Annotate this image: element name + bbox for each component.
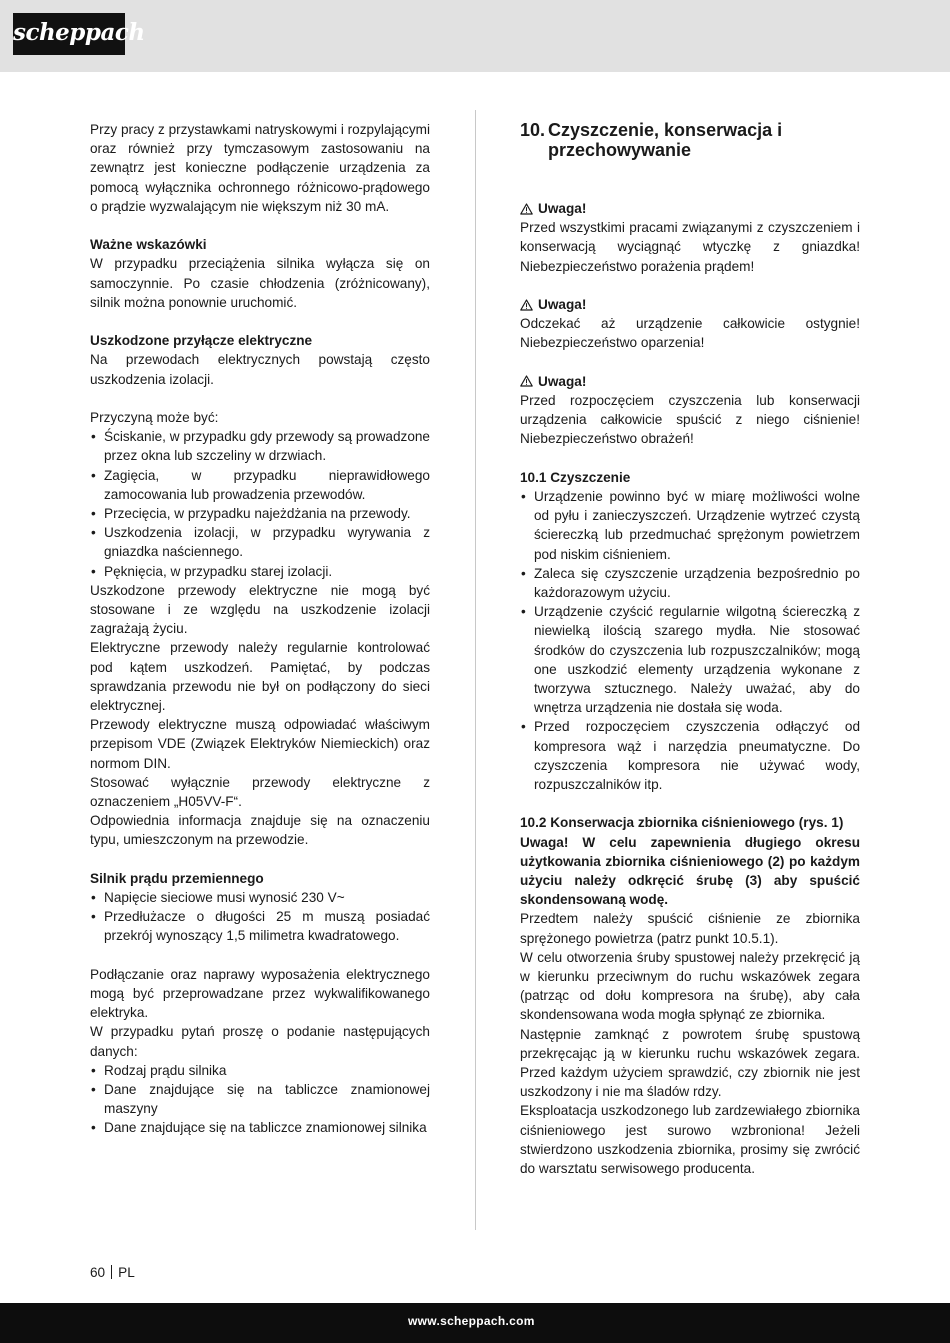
warning-label: Uwaga!	[538, 201, 587, 216]
tank-heading: 10.2 Konserwacja zbiornika ciśnieniowego (rys. 1)	[520, 815, 844, 831]
list-item: • Zagięcia, w przypadku nieprawidłowego zamocowania lub prowadzenia przewodów.	[90, 466, 430, 504]
warning-label: Uwaga!	[538, 373, 587, 389]
questions-paragraph: W przypadku pytań proszę o podanie następujących danych:	[90, 1024, 430, 1059]
list-item: • Przed rozpoczęciem czyszczenia odłączyć od kompresora wąż i narzędzia pneumatyczne. Do czyszczenia kompresora nie używać wody, rozpuszczalników itp.	[520, 717, 860, 794]
tank-warning: Uwaga! W celu zapewnienia długiego okresu użytkowania zbiornika ciśnieniowego (2) po każdym użyciu należy odkręcić śrubę (3) aby spuścić skondensowaną wodę.	[520, 834, 860, 908]
warning-text: Odczekać aż urządzenie całkowicie ostygnie! Niebezpieczeństwo oparzenia!	[520, 316, 860, 351]
list-item: • Dane znajdujące się na tabliczce znamionowej maszyny	[90, 1080, 430, 1118]
damaged-paragraph: Na przewodach elektrycznych powstają często uszkodzenia izolacji.	[90, 352, 430, 387]
causes-list	[90, 427, 430, 581]
page-number-separator	[111, 1265, 112, 1279]
tank-paragraph: Następnie zamknąć z powrotem śrubę spustową przekręcając ją w kierunku ruchu wskazówek zegara. Przed każdym użyciem sprawdzić, czy zbiornik nie jest uszkodzony i nie ma śladów rdzy.	[520, 1026, 860, 1100]
footer-url: www.scheppach.com	[408, 1314, 535, 1328]
page-number	[90, 1265, 135, 1280]
warning-heading	[520, 372, 860, 391]
tank-paragraph: W celu otworzenia śruby spustowej należy przekręcić ją w kierunku przeciwnym do ruchu wskazówek zegara (patrząc od dołu kompresora na śrubę), aby cała skondensowana woda mogła spłynąć ze zbiornika.	[520, 949, 860, 1023]
ac-motor-list	[90, 888, 430, 946]
ac-motor-heading: Silnik prądu przemiennego	[90, 870, 264, 886]
list-item: • Urządzenie czyścić regularnie wilgotną ściereczką z niewielką ilością szarego mydła. Nie stosować środków do czyszczenia lub rozpuszczalników; mogą one uszkodzić elementy urządzenia wykonane z tworzywa sztucznego. Należy uważać, aby do wnętrza urządzenia nie dostała się woda.	[520, 602, 860, 717]
connect-paragraph: Podłączanie oraz naprawy wyposażenia elektrycznego mogą być przeprowadzane przez wykwalifikowanego elektryka.	[90, 966, 430, 1021]
section-title: Czyszczenie, konserwacja i przechowywanie	[548, 120, 783, 160]
causes-intro: Przyczyną może być:	[90, 410, 219, 425]
body-paragraph: Odpowiednia informacja znajduje się na oznaczeniu typu, umieszczonym na przewodzie.	[90, 813, 430, 848]
cleaning-list	[520, 487, 860, 794]
warning-heading	[520, 295, 860, 314]
right-column	[520, 120, 860, 1178]
body-paragraph: Uszkodzone przewody elektryczne nie mogą być stosowane i ze względu na uszkodzenie izolacji zagrażają życiu.	[90, 582, 430, 637]
list-item: • Urządzenie powinno być w miarę możliwości wolne od pyłu i zanieczyszczeń. Urządzenie wytrzeć czystą ściereczką lub przedmuchać sprężonym powietrzem pod niskim ciśnieniem.	[520, 487, 860, 564]
scheppach-logo: scheppach	[13, 13, 125, 55]
warning-heading	[520, 199, 860, 218]
body-paragraph: Przewody elektryczne muszą odpowiadać właściwym przepisom VDE (Związek Elektryków Niemieckich) oraz normom DIN.	[90, 717, 430, 771]
section-heading	[520, 120, 860, 160]
cleaning-heading: 10.1 Czyszczenie	[520, 469, 631, 485]
tank-paragraph: Eksploatacja uszkodzonego lub zardzewiałego zbiornika ciśnieniowego jest surowo wzbroniona! Jeżeli stwierdzono uszkodzenia zbiornika, prosimy się zwrócić do warsztatu serwisowego producenta.	[520, 1103, 860, 1177]
tank-paragraph: Przedtem należy spuścić ciśnienie ze zbiornika sprężonego powietrza (patrz punkt 10.5.1).	[520, 911, 860, 946]
warning-triangle-icon	[520, 375, 533, 387]
list-item: • Przecięcia, w przypadku najeżdżania na przewody.	[90, 504, 430, 523]
list-item: • Przedłużacze o długości 25 m muszą posiadać przekrój wynoszący 1,5 milimetra kwadratowego.	[90, 907, 430, 945]
warning-text: Przed wszystkimi pracami związanymi z czyszczeniem i konserwacją wyciągnąć wtyczkę z gniazdka! Niebezpieczeństwo porażenia prądem!	[520, 220, 860, 274]
warning-text: Przed rozpoczęciem czyszczenia lub konserwacji urządzenia całkowicie spuścić z niego ciśnienie! Niebezpieczeństwo obrażeń!	[520, 393, 860, 447]
left-column	[90, 120, 430, 1138]
list-item: • Dane znajdujące się na tabliczce znamionowej silnika	[90, 1118, 430, 1137]
body-paragraph: Elektryczne przewody należy regularnie kontrolować pod kątem uszkodzeń. Pamiętać, by podczas sprawdzania przewodu nie był on podłączony do sieci elektrycznej.	[90, 640, 430, 714]
body-paragraph: Stosować wyłącznie przewody elektryczne z oznaczeniem „H05VV-F“.	[90, 774, 430, 810]
page-number-value: 60	[90, 1265, 106, 1280]
list-item: • Uszkodzenia izolacji, w przypadku wyrywania z gniazdka naściennego.	[90, 523, 430, 561]
language-code: PL	[118, 1265, 135, 1280]
intro-paragraph: Przy pracy z przystawkami natryskowymi i rozpylającymi oraz również przy tymczasowym zastosowaniu na zewnątrz jest konieczne podłączenie urządzenia za pomocą wyłącznika ochronnego różnicowo-prądowego o prądzie wyzwalającym nie większym niż 30 mA.	[90, 122, 430, 214]
warning-triangle-icon	[520, 203, 533, 215]
section-number: 10.	[520, 120, 546, 140]
questions-list	[90, 1061, 430, 1138]
list-item: • Ściskanie, w przypadku gdy przewody są prowadzone przez okna lub szczeliny w drzwiach.	[90, 427, 430, 465]
important-heading: Ważne wskazówki	[90, 237, 207, 253]
damaged-heading: Uszkodzone przyłącze elektryczne	[90, 333, 313, 349]
warning-triangle-icon	[520, 299, 533, 311]
important-paragraph: W przypadku przeciążenia silnika wyłącza się on samoczynnie. Po czasie chłodzenia (zróżnicowany), silnik można ponownie uruchomić.	[90, 256, 430, 310]
warning-label: Uwaga!	[538, 297, 587, 312]
list-item: • Napięcie sieciowe musi wynosić 230 V~	[90, 888, 430, 907]
list-item: • Zaleca się czyszczenie urządzenia bezpośrednio po każdorazowym użyciu.	[520, 564, 860, 602]
column-divider	[475, 110, 476, 1230]
list-item: • Pęknięcia, w przypadku starej izolacji.	[90, 562, 430, 581]
list-item: • Rodzaj prądu silnika	[90, 1061, 430, 1080]
